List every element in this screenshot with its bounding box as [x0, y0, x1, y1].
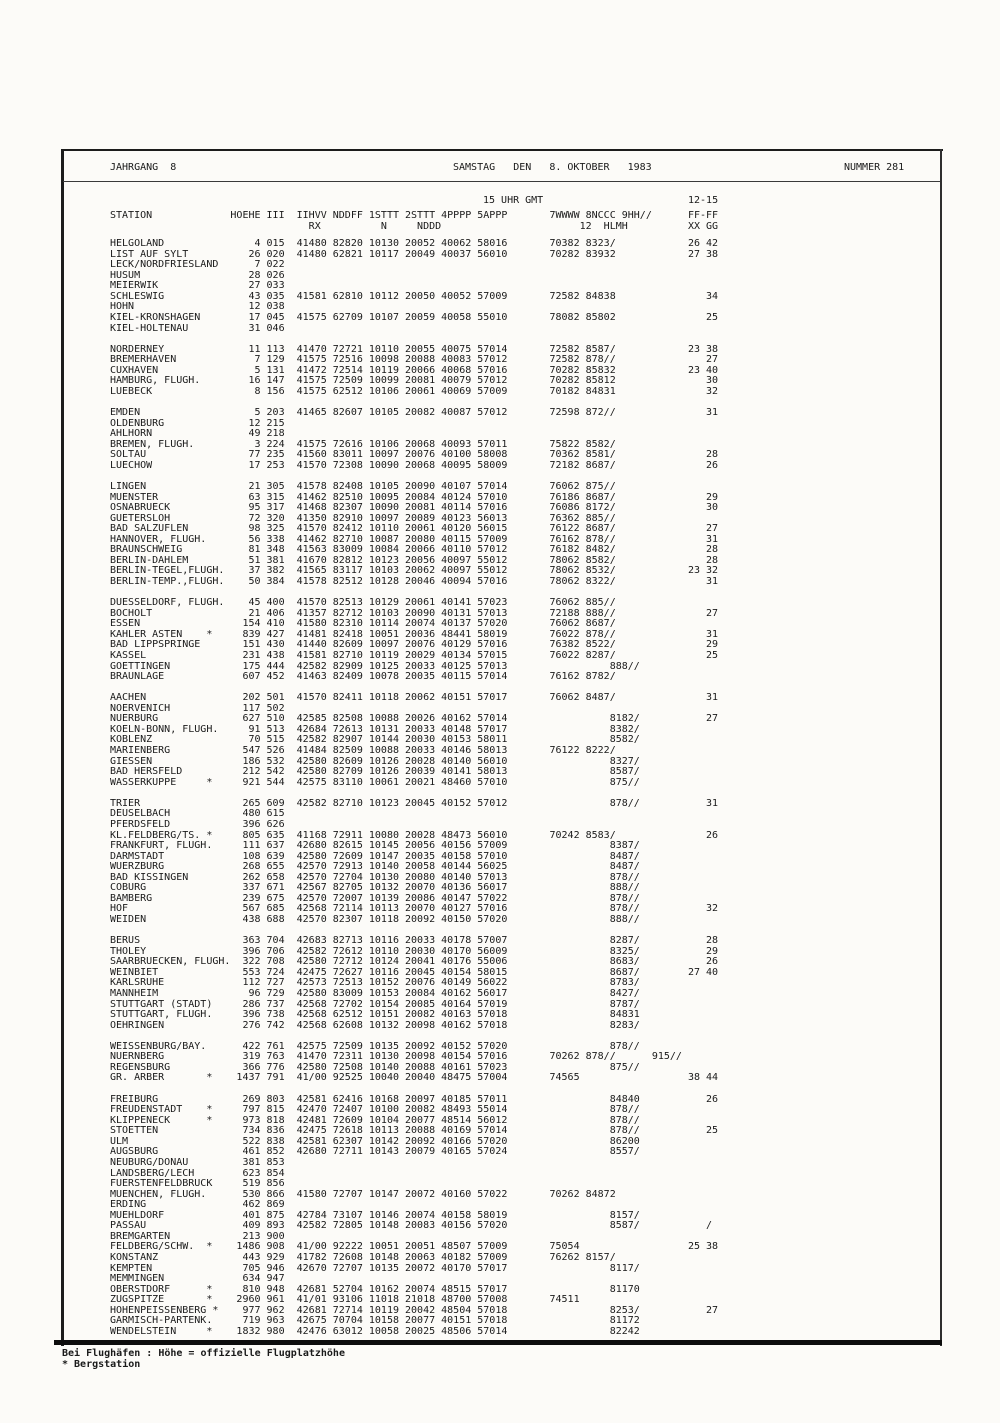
- station-row: BERUS 363 704 42683 82713 10116 20033 40178 57007 8287/ 28: [110, 935, 719, 947]
- station-row: AUGSBURG 461 852 42680 72711 10143 20079 40165 57024 8557/: [110, 1146, 640, 1158]
- station-row: BRAUNSCHWEIG 81 348 41563 83009 10084 20066 40110 57012 76182 8482/ 28: [110, 544, 719, 556]
- station-row: MARIENBERG 547 526 41484 82509 10088 20033 40146 58013 76122 8222/: [110, 745, 616, 756]
- header-divider-rule: [63, 181, 940, 182]
- station-row: LUEBECK 8 156 41575 62512 10106 20061 40069 57009 70182 84831 32: [110, 385, 719, 397]
- station-row: KIEL-HOLTENAU 31 046: [110, 322, 285, 334]
- station-row: BAD KISSINGEN 262 658 42570 72704 10130 20080 40140 57013 878//: [110, 871, 640, 883]
- station-row: FELDBERG/SCHW. * 1486 908 41/00 92222 10051 20051 48507 57009 75054 25 38: [110, 1241, 719, 1253]
- station-row: KL.FELDBERG/TS. * 805 635 41168 72911 10080 20028 48473 56010 70242 8583/ 26: [110, 829, 719, 841]
- station-row: LINGEN 21 305 41578 82408 10105 20090 40107 57014 76062 875//: [110, 480, 616, 492]
- footnote-airport-heights: Bei Flughäfen : Höhe = offizielle Flugplatzhöhe: [62, 1348, 345, 1359]
- station-row: ULM 522 838 42581 62307 10142 20092 40166 57020 86200: [110, 1135, 640, 1147]
- station-row: BERLIN-TEMP.,FLUGH. 50 384 41578 82512 10128 20046 40094 57016 78062 8322/ 31: [110, 576, 719, 587]
- column-header-line-2: RX N NDDD 12 HLMH XX GG: [110, 221, 719, 232]
- station-row: KASSEL 231 438 41581 82710 10119 20029 40134 57015 76022 8287/ 25: [110, 649, 719, 661]
- station-row: FUERSTENFELDBRUCK 519 856: [110, 1178, 285, 1190]
- station-row: GR. ARBER * 1437 791 41/00 92525 10040 20040 48475 57004 74565 38 44: [110, 1072, 719, 1084]
- station-row: HOHENPEISSENBERG * 977 962 42681 72714 10119 20042 48504 57018 8253/ 27: [110, 1304, 719, 1316]
- station-row: GARMISCH-PARTENK. 719 963 42675 70704 10158 20077 40151 57018 81172: [110, 1315, 640, 1327]
- station-row: WENDELSTEIN * 1832 980 42476 63012 10058 20025 48506 57014 82242: [110, 1325, 640, 1337]
- station-row: SAARBRUECKEN, FLUGH. 322 708 42580 72712 10124 20041 40176 55006 8683/ 26: [110, 956, 719, 968]
- issue-number-label: NUMMER 281: [844, 162, 905, 173]
- station-row: WASSERKUPPE * 921 544 42575 83110 10061 20021 48460 57010 875//: [110, 776, 640, 788]
- station-row: BRAUNLAGE 607 452 41463 82409 10078 20035 40115 57014 76162 8782/: [110, 671, 616, 683]
- station-row: HOHN 12 038: [110, 301, 285, 313]
- observation-time-label: 15 UHR GMT: [483, 195, 544, 206]
- station-row: GOETTINGEN 175 444 42582 82909 10125 20033 40125 57013 888//: [110, 660, 640, 672]
- station-row: STUTTGART, FLUGH. 396 738 42568 62512 10151 20082 40163 57018 84831: [110, 1009, 640, 1021]
- station-row: FRANKFURT, FLUGH. 111 637 42680 82615 10145 20056 40156 57009 8387/: [110, 840, 640, 852]
- station-row: BREMEN, FLUGH. 3 224 41575 72616 10106 20068 40093 57011 75822 8582/: [110, 438, 616, 450]
- station-row: MEMMINGEN 634 947: [110, 1273, 285, 1285]
- station-row: HOF 567 685 42568 72114 10113 20070 40127 57016 878// 32: [110, 903, 719, 915]
- station-row: LECK/NORDFRIESLAND 7 022: [110, 259, 285, 271]
- station-row: CUXHAVEN 5 131 41472 72514 10119 20066 40068 57016 70282 85832 23 40: [110, 364, 719, 376]
- station-row: REGENSBURG 366 776 42580 72508 10140 20088 40161 57023 875//: [110, 1061, 640, 1073]
- station-row: HANNOVER, FLUGH. 56 338 41462 82710 10087 20080 40115 57009 76162 878// 31: [110, 533, 719, 545]
- station-row: LANDSBERG/LECH 623 854: [110, 1167, 285, 1179]
- station-row: WEINBIET 553 724 42475 72627 10116 20045 40154 58015 8687/ 27 40: [110, 966, 719, 978]
- station-row: WUERZBURG 268 655 42570 72913 10140 20058 40144 56025 8487/: [110, 861, 640, 873]
- station-row: HAMBURG, FLUGH. 16 147 41575 72509 10099 20081 40079 57012 70282 85812 30: [110, 375, 719, 387]
- station-row: NEUBURG/DONAU 381 853: [110, 1156, 285, 1168]
- station-row: OLDENBURG 12 215: [110, 417, 285, 429]
- station-row: DARMSTADT 108 639 42580 72609 10147 20035 40158 57010 8487/: [110, 850, 640, 862]
- period-label: 12-15: [688, 195, 719, 206]
- station-row: MANNHEIM 96 729 42580 83009 10153 20084 40162 56017 8427/: [110, 987, 640, 999]
- station-row: AACHEN 202 501 41570 82411 10118 20062 40151 57017 76062 8487/ 31: [110, 692, 719, 704]
- station-row: BOCHOLT 21 406 41357 82712 10103 20090 40131 57013 72188 888// 27: [110, 607, 719, 619]
- blank-row: [110, 1084, 718, 1095]
- station-row: DEUSELBACH 480 615: [110, 808, 285, 820]
- column-header-line-1: STATION HOEHE III IIHVV NDDFF 1STTT 2STTT 4PPPP 5APPP 7WWWW 8NCCC 9HH// FF-FF: [110, 210, 719, 221]
- station-row: STUTTGART (STADT) 286 737 42568 72702 10154 20085 40164 57019 8787/: [110, 998, 640, 1010]
- frame-top-rule: [61, 149, 943, 151]
- station-row: KONSTANZ 443 929 41782 72608 10148 20063 40182 57009 76262 8157/: [110, 1252, 616, 1263]
- station-row: NOERVENICH 117 502: [110, 702, 285, 714]
- station-row: NUERBURG 627 510 42585 82508 10088 20026 40162 57014 8182/ 27: [110, 713, 719, 725]
- station-row: BAD HERSFELD 212 542 42580 82709 10126 20039 40141 58013 8587/: [110, 766, 640, 778]
- station-row: KIEL-KRONSHAGEN 17 045 41575 62709 10107 20059 40058 55010 78082 85802 25: [110, 311, 719, 323]
- station-row: TRIER 265 609 42582 82710 10123 20045 40152 57012 878// 31: [110, 797, 719, 809]
- station-row: BAD LIPPSPRINGE 151 430 41440 82609 10097 20076 40129 57016 76382 8522/ 29: [110, 639, 719, 651]
- station-row: BREMGARTEN 213 900: [110, 1230, 285, 1242]
- footnote-bergstation: * Bergstation: [62, 1359, 141, 1370]
- station-row: OBERSTDORF * 810 948 42681 52704 10162 20074 48515 57017 81170: [110, 1283, 640, 1295]
- station-row: HELGOLAND 4 015 41480 82820 10130 20052 40062 58016 70382 8323/ 26 42: [110, 238, 719, 249]
- station-row: PFERDSFELD 396 626: [110, 818, 285, 830]
- station-row: KAHLER ASTEN * 839 427 41481 82418 10051 20036 48441 58019 76022 878// 31: [110, 628, 719, 640]
- station-row: AHLHORN 49 218: [110, 428, 285, 440]
- station-row: SCHLESWIG 43 035 41581 62810 10112 20050 40052 57009 72582 84838 34: [110, 290, 719, 302]
- station-row: KEMPTEN 705 946 42670 72707 10135 20072 40170 57017 8117/: [110, 1262, 640, 1274]
- station-row: BAD SALZUFLEN 98 325 41570 82412 10110 20061 40120 56015 76122 8687/ 27: [110, 523, 719, 535]
- station-row: STOETTEN 734 836 42475 72618 10113 20088 40169 57014 878// 25: [110, 1125, 719, 1137]
- station-row: KARLSRUHE 112 727 42573 72513 10152 20076 40149 56022 8783/: [110, 977, 640, 989]
- station-row: EMDEN 5 203 41465 82607 10105 20082 40087 57012 72598 872// 31: [110, 407, 719, 418]
- station-row: NUERNBERG 319 763 41470 72311 10130 20098 40154 57016 70262 878// 915//: [110, 1051, 682, 1063]
- station-row: MEIERWIK 27 033: [110, 280, 285, 292]
- station-row: THOLEY 396 706 42582 72612 10110 20030 40170 56009 8325/ 29: [110, 945, 719, 957]
- station-row: COBURG 337 671 42567 82705 10132 20070 40136 56017 888//: [110, 882, 640, 894]
- station-row: BERLIN-DAHLEM 51 381 41670 82812 10123 20056 40097 55012 78062 8582/ 28: [110, 554, 719, 566]
- station-row: ZUGSPITZE * 2960 961 41/01 93106 11018 21018 48700 57008 74511: [110, 1294, 580, 1306]
- station-row: KOELN-BONN, FLUGH. 91 513 42684 72613 10131 20033 40148 57017 8382/: [110, 723, 640, 735]
- station-row: ESSEN 154 410 41580 82310 10114 20074 40137 57020 76062 8687/: [110, 618, 616, 630]
- weather-table: [110, 239, 718, 1338]
- station-row: KLIPPENECK * 973 818 42481 72609 10104 20077 48514 56012 878//: [110, 1114, 640, 1126]
- station-row: MUENCHEN, FLUGH. 530 866 41580 72707 10147 20072 40160 57022 70262 84872: [110, 1188, 616, 1200]
- station-row: HUSUM 28 026: [110, 269, 285, 281]
- station-row: GUETERSLOH 72 320 41350 82910 10097 20089 40123 56013 76362 885//: [110, 512, 616, 524]
- station-row: BREMERHAVEN 7 129 41575 72516 10098 20088 40083 57012 72582 878// 27: [110, 354, 719, 366]
- station-row: LUECHOW 17 253 41570 72308 10090 20068 40095 58009 72182 8687/ 26: [110, 459, 719, 471]
- station-row: LIST AUF SYLT 26 020 41480 62821 10117 20049 40037 56010 70282 83932 27 38: [110, 248, 719, 260]
- station-row: NORDERNEY 11 113 41470 72721 10110 20055 40075 57014 72582 8587/ 23 38: [110, 343, 719, 355]
- station-row: WEIDEN 438 688 42570 82307 10118 20092 40150 57020 888//: [110, 914, 640, 925]
- frame-bottom-rule: [54, 1340, 942, 1345]
- station-row: ERDING 462 869: [110, 1199, 285, 1211]
- station-row: GIESSEN 186 532 42580 82609 10126 20028 40140 56010 8327/: [110, 755, 640, 767]
- station-row: FREIBURG 269 803 42581 62416 10168 20097 40185 57011 84840 26: [110, 1093, 719, 1105]
- station-row: KOBLENZ 70 515 42582 82907 10144 20030 40153 58011 8582/: [110, 734, 640, 746]
- date-label: SAMSTAG DEN 8. OKTOBER 1983: [453, 162, 652, 173]
- station-row: PASSAU 409 893 42582 72805 10148 20083 40156 57020 8587/ /: [110, 1220, 713, 1232]
- frame-right-rule: [940, 149, 942, 1346]
- station-row: MUEHLDORF 401 875 42784 73107 10146 20074 40158 58019 8157/: [110, 1209, 640, 1221]
- station-row: BAMBERG 239 675 42570 72007 10139 20086 40147 57022 878//: [110, 892, 640, 904]
- station-row: DUESSELDORF, FLUGH. 45 400 41570 82513 10129 20061 40141 57023 76062 885//: [110, 597, 616, 609]
- station-row: FREUDENSTADT * 797 815 42470 72407 10100 20082 48493 55014 878//: [110, 1104, 640, 1116]
- station-row: OSNABRUECK 95 317 41468 82307 10090 20081 40114 57016 76086 8172/ 30: [110, 502, 719, 514]
- frame-left-rule: [61, 149, 64, 1346]
- station-row: BERLIN-TEGEL,FLUGH. 37 382 41565 83117 10103 20062 40097 55012 78062 8532/ 23 32: [110, 565, 719, 577]
- station-row: MUENSTER 63 315 41462 82510 10095 20084 40124 57010 76186 8687/ 29: [110, 491, 719, 503]
- edition-label: JAHRGANG 8: [110, 162, 177, 173]
- station-row: SOLTAU 77 235 41560 83011 10097 20076 40100 58008 70362 8581/ 28: [110, 449, 719, 461]
- station-row: OEHRINGEN 276 742 42568 62608 10132 20098 40162 57018 8283/: [110, 1019, 640, 1031]
- station-row: WEISSENBURG/BAY. 422 761 42575 72509 10135 20092 40152 57020 878//: [110, 1040, 640, 1052]
